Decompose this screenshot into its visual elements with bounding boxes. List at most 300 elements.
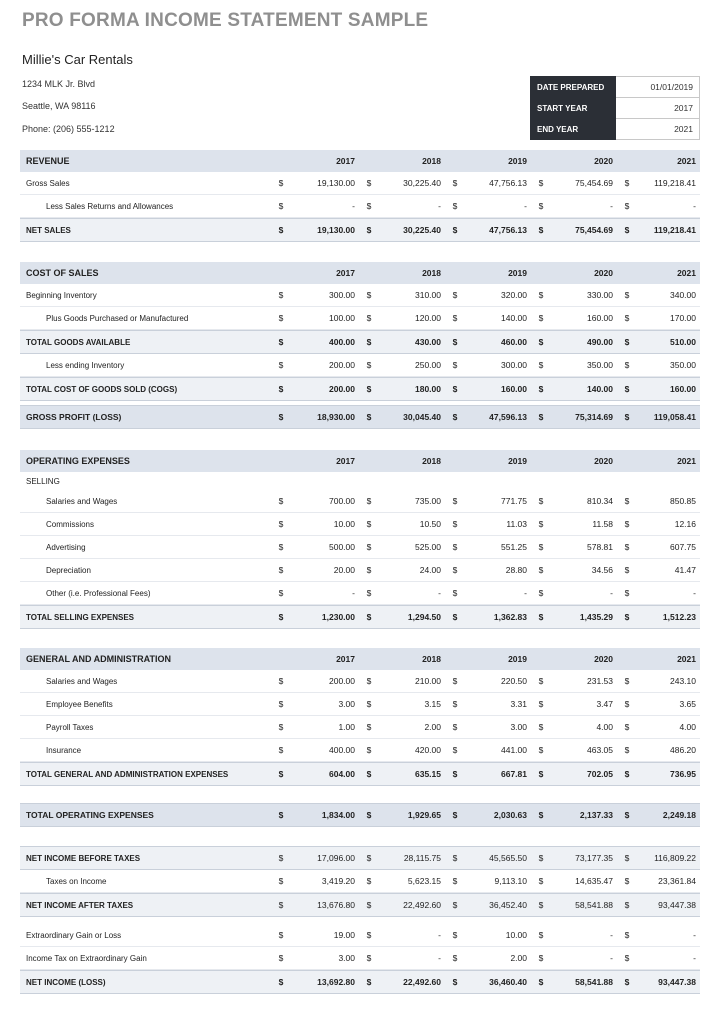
amount-2020[interactable]: 73,177.35 — [575, 853, 613, 863]
amount-2018[interactable]: 210.00 — [415, 676, 441, 686]
currency-symbol: $ — [278, 412, 284, 422]
amount-2018[interactable]: 735.00 — [415, 496, 441, 506]
amount-2018[interactable]: 430.00 — [415, 337, 441, 347]
amount-2021[interactable]: 607.75 — [670, 542, 696, 552]
amount-2019[interactable]: 441.00 — [501, 745, 527, 755]
amount-2019[interactable]: 47,596.13 — [489, 412, 527, 422]
currency-symbol: $ — [538, 722, 544, 732]
amount-2019[interactable]: 3.31 — [510, 699, 527, 709]
year-header-2018: 2018 — [422, 456, 441, 466]
amount-2017[interactable]: 18,930.00 — [317, 412, 355, 422]
currency-symbol: $ — [366, 810, 372, 820]
amount-2017[interactable]: 13,692.80 — [317, 977, 355, 987]
amount-2021[interactable]: 119,058.41 — [653, 412, 696, 422]
currency-symbol: $ — [624, 900, 630, 910]
amount-2021[interactable]: 850.85 — [670, 496, 696, 506]
amount-2019[interactable]: 300.00 — [501, 360, 527, 370]
currency-symbol: $ — [278, 384, 284, 394]
amount-2017[interactable]: 3,419.20 — [321, 876, 355, 886]
amount-2018[interactable]: 420.00 — [415, 745, 441, 755]
currency-symbol: $ — [278, 201, 284, 211]
row-label: Less Sales Returns and Allowances — [46, 201, 174, 211]
currency-symbol: $ — [278, 930, 284, 940]
company-address-line2: Seattle, WA 98116 — [22, 101, 96, 111]
amount-2021[interactable]: - — [693, 201, 696, 211]
currency-symbol: $ — [366, 337, 372, 347]
currency-symbol: $ — [624, 337, 630, 347]
amount-2019[interactable]: 320.00 — [501, 290, 527, 300]
amount-2021[interactable]: 12.16 — [674, 519, 696, 529]
amount-2020[interactable]: 350.00 — [587, 360, 613, 370]
amount-2017[interactable]: 700.00 — [329, 496, 355, 506]
amount-2021[interactable]: 170.00 — [670, 313, 696, 323]
row-label: Other (i.e. Professional Fees) — [46, 588, 151, 598]
amount-2021[interactable]: 1,512.23 — [662, 612, 696, 622]
amount-2020[interactable]: 702.05 — [587, 769, 613, 779]
currency-symbol: $ — [452, 565, 458, 575]
currency-symbol: $ — [278, 853, 284, 863]
amount-2019[interactable]: 47,756.13 — [489, 225, 527, 235]
currency-symbol: $ — [366, 745, 372, 755]
currency-symbol: $ — [278, 337, 284, 347]
amount-2019[interactable]: 10.00 — [505, 930, 527, 940]
currency-symbol: $ — [624, 290, 630, 300]
date-prepared-label: DATE PREPARED — [531, 77, 616, 98]
amount-2019[interactable]: 36,460.40 — [489, 977, 527, 987]
year-header-2019: 2019 — [508, 654, 527, 664]
row-taxes-on-income — [20, 870, 700, 893]
amount-2017[interactable]: - — [352, 201, 355, 211]
amount-2019[interactable]: 45,565.50 — [489, 853, 527, 863]
amount-2019[interactable]: 11.03 — [506, 519, 527, 529]
section-heading: OPERATING EXPENSES — [26, 456, 130, 466]
row-label: Advertising — [46, 542, 86, 552]
amount-2021[interactable]: 3.65 — [679, 699, 696, 709]
currency-symbol: $ — [366, 953, 372, 963]
currency-symbol: $ — [452, 225, 458, 235]
row-label: Income Tax on Extraordinary Gain — [26, 953, 147, 963]
amount-2019[interactable]: 3.00 — [510, 722, 527, 732]
currency-symbol: $ — [538, 853, 544, 863]
amount-2018[interactable]: 250.00 — [415, 360, 441, 370]
currency-symbol: $ — [452, 853, 458, 863]
amount-2017[interactable]: 400.00 — [329, 337, 355, 347]
amount-2017[interactable]: 200.00 — [329, 676, 355, 686]
amount-2018[interactable]: 310.00 — [415, 290, 441, 300]
amount-2020[interactable]: 3.47 — [596, 699, 613, 709]
currency-symbol: $ — [366, 977, 372, 987]
currency-symbol: $ — [366, 612, 372, 622]
section-cost-of-sales — [20, 262, 700, 401]
year-header-2021: 2021 — [677, 654, 696, 664]
currency-symbol: $ — [624, 201, 630, 211]
amount-2018[interactable]: 22,492.60 — [403, 900, 441, 910]
amount-2017[interactable]: 1.00 — [338, 722, 355, 732]
amount-2018[interactable]: 1,294.50 — [407, 612, 441, 622]
amount-2020[interactable]: - — [610, 953, 613, 963]
currency-symbol: $ — [278, 810, 284, 820]
amount-2019[interactable]: - — [524, 588, 527, 598]
amount-2017[interactable]: 19,130.00 — [317, 225, 355, 235]
amount-2021[interactable]: 350.00 — [670, 360, 696, 370]
start-year-value[interactable]: 2017 — [616, 98, 700, 119]
currency-symbol: $ — [452, 412, 458, 422]
section-summary — [20, 405, 700, 429]
amount-2017[interactable]: 400.00 — [329, 745, 355, 755]
currency-symbol: $ — [624, 496, 630, 506]
amount-2018[interactable]: - — [438, 953, 441, 963]
currency-symbol: $ — [278, 676, 284, 686]
amount-2019[interactable]: 47,756.13 — [489, 178, 527, 188]
amount-2021[interactable]: 340.00 — [670, 290, 696, 300]
currency-symbol: $ — [538, 745, 544, 755]
currency-symbol: $ — [452, 612, 458, 622]
year-header-2017: 2017 — [336, 268, 355, 278]
amount-2018[interactable]: 22,492.60 — [403, 977, 441, 987]
amount-2020[interactable]: 34.56 — [591, 565, 613, 575]
amount-2019[interactable]: 9,113.10 — [494, 876, 527, 886]
amount-2018[interactable]: 525.00 — [415, 542, 441, 552]
currency-symbol: $ — [624, 876, 630, 886]
amount-2018[interactable]: 30,225.40 — [403, 178, 441, 188]
end-year-label: END YEAR — [531, 119, 616, 140]
currency-symbol: $ — [538, 178, 544, 188]
amount-2018[interactable]: 2.00 — [424, 722, 441, 732]
amount-2017[interactable]: 13,676.80 — [317, 900, 355, 910]
currency-symbol: $ — [278, 699, 284, 709]
amount-2020[interactable]: - — [610, 588, 613, 598]
currency-symbol: $ — [624, 769, 630, 779]
amount-2017[interactable]: 10.00 — [333, 519, 355, 529]
amount-2020[interactable]: 75,454.69 — [575, 225, 613, 235]
date-prepared-value[interactable]: 01/01/2019 — [616, 77, 700, 98]
amount-2020[interactable]: 330.00 — [587, 290, 613, 300]
amount-2017[interactable]: - — [352, 588, 355, 598]
amount-2021[interactable]: 93,447.38 — [658, 977, 696, 987]
currency-symbol: $ — [366, 699, 372, 709]
currency-symbol: $ — [624, 977, 630, 987]
currency-symbol: $ — [624, 565, 630, 575]
currency-symbol: $ — [452, 953, 458, 963]
amount-2020[interactable]: 231.53 — [587, 676, 613, 686]
amount-2021[interactable]: - — [693, 953, 696, 963]
row-gross-sales — [20, 172, 700, 195]
section-summary — [20, 846, 700, 917]
currency-symbol: $ — [366, 676, 372, 686]
amount-2020[interactable]: 11.58 — [592, 519, 613, 529]
amount-2017[interactable]: 604.00 — [329, 769, 355, 779]
amount-2018[interactable]: 1,929.65 — [407, 810, 441, 820]
amount-2018[interactable]: 3.15 — [424, 699, 441, 709]
currency-symbol: $ — [452, 699, 458, 709]
amount-2021[interactable]: 510.00 — [670, 337, 696, 347]
amount-2021[interactable]: 23,361.84 — [658, 876, 696, 886]
section-revenue — [20, 150, 700, 242]
row-net-income-loss — [20, 970, 700, 994]
amount-2018[interactable]: 28,115.75 — [403, 853, 441, 863]
amount-2019[interactable]: 1,362.83 — [493, 612, 527, 622]
year-header-2018: 2018 — [422, 654, 441, 664]
amount-2021[interactable]: 243.10 — [670, 676, 696, 686]
amount-2017[interactable]: 17,096.00 — [317, 853, 355, 863]
currency-symbol: $ — [278, 313, 284, 323]
currency-symbol: $ — [624, 745, 630, 755]
currency-symbol: $ — [366, 853, 372, 863]
amount-2021[interactable]: - — [693, 588, 696, 598]
row-label: Beginning Inventory — [26, 290, 97, 300]
amount-2017[interactable]: 19.00 — [333, 930, 355, 940]
row-total-operating-expenses — [20, 803, 700, 827]
currency-symbol: $ — [624, 853, 630, 863]
currency-symbol: $ — [278, 977, 284, 987]
amount-2018[interactable]: 24.00 — [419, 565, 441, 575]
row-label: TOTAL SELLING EXPENSES — [26, 612, 135, 622]
year-header-2019: 2019 — [508, 268, 527, 278]
amount-2020[interactable]: 2,137.33 — [579, 810, 613, 820]
amount-2020[interactable]: 140.00 — [587, 384, 613, 394]
currency-symbol: $ — [624, 384, 630, 394]
currency-symbol: $ — [278, 225, 284, 235]
amount-2017[interactable]: 3.00 — [338, 699, 355, 709]
amount-2020[interactable]: 463.05 — [587, 745, 613, 755]
amount-2017[interactable]: 300.00 — [329, 290, 355, 300]
amount-2019[interactable]: - — [524, 201, 527, 211]
year-header-2017: 2017 — [336, 654, 355, 664]
section-heading: GENERAL AND ADMINISTRATION — [26, 654, 171, 664]
currency-symbol: $ — [452, 290, 458, 300]
amount-2020[interactable]: 58,541.88 — [575, 900, 613, 910]
currency-symbol: $ — [538, 290, 544, 300]
currency-symbol: $ — [538, 769, 544, 779]
row-employee-benefits — [20, 693, 700, 716]
currency-symbol: $ — [366, 225, 372, 235]
section-heading: REVENUE — [26, 156, 70, 166]
amount-2021[interactable]: 2,249.18 — [662, 810, 696, 820]
row-label: Less ending Inventory — [46, 360, 125, 370]
row-commissions — [20, 513, 700, 536]
amount-2019[interactable]: 140.00 — [501, 313, 527, 323]
amount-2018[interactable]: 5,623.15 — [407, 876, 441, 886]
amount-2017[interactable]: 3.00 — [338, 953, 355, 963]
currency-symbol: $ — [624, 542, 630, 552]
amount-2020[interactable]: 1,435.29 — [579, 612, 613, 622]
row-label: GROSS PROFIT (LOSS) — [26, 412, 122, 422]
currency-symbol: $ — [366, 360, 372, 370]
amount-2018[interactable]: 635.15 — [415, 769, 441, 779]
amount-2017[interactable]: 200.00 — [329, 384, 355, 394]
year-header-2020: 2020 — [594, 156, 613, 166]
row-net-income-after-taxes — [20, 893, 700, 917]
amount-2021[interactable]: 486.20 — [670, 745, 696, 755]
amount-2019[interactable]: 36,452.40 — [489, 900, 527, 910]
amount-2018[interactable]: 180.00 — [415, 384, 441, 394]
currency-symbol: $ — [624, 360, 630, 370]
amount-2019[interactable]: 667.81 — [501, 769, 527, 779]
amount-2020[interactable]: 75,454.69 — [575, 178, 613, 188]
amount-2020[interactable]: 58,541.88 — [575, 977, 613, 987]
amount-2020[interactable]: 14,635.47 — [575, 876, 613, 886]
amount-2021[interactable]: 41.47 — [674, 565, 696, 575]
currency-symbol: $ — [452, 745, 458, 755]
year-header-2021: 2021 — [677, 156, 696, 166]
currency-symbol: $ — [452, 337, 458, 347]
amount-2017[interactable]: 200.00 — [329, 360, 355, 370]
row-net-sales — [20, 218, 700, 242]
year-header-2021: 2021 — [677, 268, 696, 278]
amount-2020[interactable]: 810.34 — [587, 496, 613, 506]
amount-2020[interactable]: 4.00 — [596, 722, 613, 732]
row-net-income-before-taxes — [20, 846, 700, 870]
row-gross-profit-loss — [20, 405, 700, 429]
end-year-value[interactable]: 2021 — [616, 119, 700, 140]
amount-2018[interactable]: - — [438, 588, 441, 598]
row-depreciation — [20, 559, 700, 582]
amount-2018[interactable]: - — [438, 930, 441, 940]
year-header-2020: 2020 — [594, 456, 613, 466]
page-title: PRO FORMA INCOME STATEMENT SAMPLE — [22, 10, 429, 31]
amount-2019[interactable]: 771.75 — [501, 496, 527, 506]
row-beginning-inventory — [20, 284, 700, 307]
amount-2017[interactable]: 19,130.00 — [317, 178, 355, 188]
amount-2019[interactable]: 460.00 — [501, 337, 527, 347]
section-general-and-administration — [20, 648, 700, 786]
amount-2021[interactable]: 736.95 — [670, 769, 696, 779]
currency-symbol: $ — [538, 953, 544, 963]
amount-2020[interactable]: 75,314.69 — [575, 412, 613, 422]
row-less-sales-returns-and-allowances — [20, 195, 700, 218]
year-header-2020: 2020 — [594, 654, 613, 664]
currency-symbol: $ — [278, 722, 284, 732]
currency-symbol: $ — [366, 722, 372, 732]
amount-2021[interactable]: 119,218.41 — [654, 178, 696, 188]
currency-symbol: $ — [366, 588, 372, 598]
currency-symbol: $ — [366, 384, 372, 394]
amount-2019[interactable]: 2.00 — [510, 953, 527, 963]
amount-2018[interactable]: - — [438, 201, 441, 211]
currency-symbol: $ — [366, 290, 372, 300]
amount-2020[interactable]: - — [610, 930, 613, 940]
year-header-2017: 2017 — [336, 456, 355, 466]
year-header-2018: 2018 — [422, 156, 441, 166]
year-header-2019: 2019 — [508, 156, 527, 166]
currency-symbol: $ — [278, 360, 284, 370]
row-label: Depreciation — [46, 565, 91, 575]
row-label: Taxes on Income — [46, 876, 107, 886]
amount-2021[interactable]: 4.00 — [679, 722, 696, 732]
currency-symbol: $ — [278, 612, 284, 622]
amount-2020[interactable]: - — [610, 201, 613, 211]
currency-symbol: $ — [538, 337, 544, 347]
amount-2017[interactable]: 1,230.00 — [321, 612, 355, 622]
row-label: Salaries and Wages — [46, 676, 118, 686]
currency-symbol: $ — [452, 977, 458, 987]
row-salaries-and-wages — [20, 670, 700, 693]
row-label: Payroll Taxes — [46, 722, 94, 732]
amount-2021[interactable]: 93,447.38 — [658, 900, 696, 910]
amount-2018[interactable]: 120.00 — [415, 313, 441, 323]
company-name: Millie's Car Rentals — [22, 52, 133, 67]
year-header-2020: 2020 — [594, 268, 613, 278]
amount-2019[interactable]: 551.25 — [501, 542, 527, 552]
amount-2018[interactable]: 30,225.40 — [403, 225, 441, 235]
currency-symbol: $ — [624, 699, 630, 709]
amount-2018[interactable]: 30,045.40 — [403, 412, 441, 422]
row-label: Commissions — [46, 519, 95, 529]
currency-symbol: $ — [452, 810, 458, 820]
currency-symbol: $ — [452, 178, 458, 188]
currency-symbol: $ — [624, 313, 630, 323]
amount-2019[interactable]: 160.00 — [501, 384, 527, 394]
section-operating-expenses — [20, 450, 700, 629]
currency-symbol: $ — [624, 953, 630, 963]
amount-2017[interactable]: 20.00 — [333, 565, 355, 575]
row-label: TOTAL GENERAL AND ADMINISTRATION EXPENSES — [26, 769, 229, 779]
amount-2017[interactable]: 100.00 — [329, 313, 355, 323]
amount-2019[interactable]: 2,030.63 — [493, 810, 527, 820]
subsection-header — [20, 472, 700, 490]
currency-symbol: $ — [452, 360, 458, 370]
amount-2020[interactable]: 160.00 — [587, 313, 613, 323]
currency-symbol: $ — [452, 722, 458, 732]
section-header — [20, 648, 700, 670]
amount-2018[interactable]: 10.50 — [419, 519, 441, 529]
currency-symbol: $ — [624, 225, 630, 235]
currency-symbol: $ — [538, 313, 544, 323]
amount-2019[interactable]: 28.80 — [505, 565, 527, 575]
currency-symbol: $ — [624, 810, 630, 820]
row-other-i-e-professional-fees — [20, 582, 700, 605]
currency-symbol: $ — [538, 900, 544, 910]
amount-2021[interactable]: - — [693, 930, 696, 940]
currency-symbol: $ — [278, 769, 284, 779]
amount-2021[interactable]: 119,218.41 — [653, 225, 696, 235]
amount-2019[interactable]: 220.50 — [501, 676, 527, 686]
currency-symbol: $ — [366, 876, 372, 886]
currency-symbol: $ — [624, 930, 630, 940]
amount-2020[interactable]: 578.81 — [587, 542, 613, 552]
row-total-cost-of-goods-sold-cogs — [20, 377, 700, 401]
row-label: Salaries and Wages — [46, 496, 118, 506]
amount-2017[interactable]: 1,834.00 — [321, 810, 355, 820]
currency-symbol: $ — [366, 201, 372, 211]
currency-symbol: $ — [624, 412, 630, 422]
year-header-2019: 2019 — [508, 456, 527, 466]
row-total-goods-available — [20, 330, 700, 354]
currency-symbol: $ — [278, 876, 284, 886]
currency-symbol: $ — [278, 745, 284, 755]
amount-2021[interactable]: 116,809.22 — [654, 853, 696, 863]
amount-2017[interactable]: 500.00 — [329, 542, 355, 552]
currency-symbol: $ — [278, 542, 284, 552]
currency-symbol: $ — [538, 810, 544, 820]
start-year-label: START YEAR — [531, 98, 616, 119]
currency-symbol: $ — [624, 676, 630, 686]
currency-symbol: $ — [366, 519, 372, 529]
company-address-line1: 1234 MLK Jr. Blvd — [22, 79, 96, 89]
currency-symbol: $ — [366, 769, 372, 779]
row-label: TOTAL COST OF GOODS SOLD (COGS) — [26, 384, 178, 394]
row-income-tax-on-extraordinary-gain — [20, 947, 700, 970]
row-label: NET INCOME BEFORE TAXES — [26, 853, 141, 863]
currency-symbol: $ — [452, 313, 458, 323]
amount-2021[interactable]: 160.00 — [670, 384, 696, 394]
row-plus-goods-purchased-or-manufactured — [20, 307, 700, 330]
currency-symbol: $ — [452, 201, 458, 211]
row-label: Gross Sales — [26, 178, 70, 188]
row-payroll-taxes — [20, 716, 700, 739]
amount-2020[interactable]: 490.00 — [587, 337, 613, 347]
company-phone: Phone: (206) 555-1212 — [22, 124, 115, 134]
